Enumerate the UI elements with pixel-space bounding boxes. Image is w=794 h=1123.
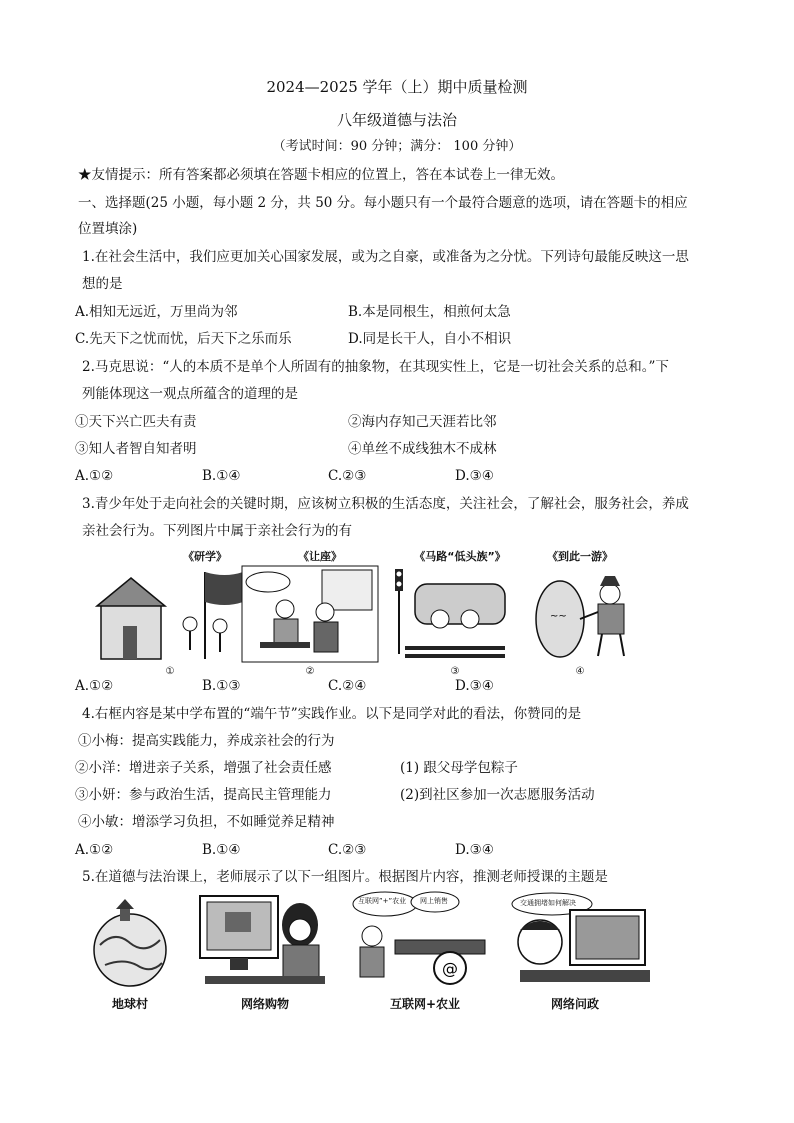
q2-option-d: D.③④ [455,468,494,484]
q4-stem: 4.右框内容是某中学布置的“端午节”实践作业。以下是同学对此的看法，你赞同的是 [82,706,582,722]
q5-caption-4: 网络问政 [550,997,599,1011]
at-symbol-icon: @ [442,959,458,978]
q2-statement-1: ①天下兴亡匹夫有责 [75,414,197,430]
q3-picture-1-title: 《研学》 [183,550,227,563]
q2-option-b: B.①④ [202,468,241,484]
globe-cartoon [80,895,180,990]
q3-picture-4-number: ④ [575,666,585,677]
notice: ★友情提示：所有答案都必须填在答题卡相应的位置上，答在本试卷上一律无效。 [78,167,564,183]
q4-option-c: C.②③ [328,842,367,858]
q3-option-d: D.③④ [455,678,494,694]
q3-picture-3-number: ③ [450,666,460,677]
exam-info: （考试时间：90 分钟；满分： 100 分钟） [272,139,522,154]
q3-stem-line1: 3.青少年处于走向社会的关键时期，应该树立积极的生活态度，关注社会，了解社会，服务社会，养成 [82,496,689,512]
q4-box-item-1: (1) 跟父母学包粽子 [400,760,518,776]
q4-statement-4: ④小敏：增添学习负担，不如睡觉养足精神 [78,814,335,830]
q4-option-d: D.③④ [455,842,494,858]
q5-caption-3: 互联网+农业 [389,997,461,1011]
q4-option-b: B.①④ [202,842,241,858]
exam-subject: 八年级道德与法治 [336,111,457,129]
q5-bubble-online-sales: 网上销售 [420,897,448,905]
study-trip-cartoon [95,564,245,664]
exam-title: 2024—2025 学年（上）期中质量检测 [266,78,528,96]
q3-option-a: A.①② [75,678,114,694]
q5-picture-online-shopping [195,890,335,1011]
q2-stem-line1: 2.马克思说：“人的本质不是单个人所固有的抽象物，在其现实性上，它是一切社会关系的总和。”下 [82,359,669,375]
q4-option-a: A.①② [75,842,114,858]
q3-picture-4 [530,548,640,677]
q1-option-c: C.先天下之忧而忧，后天下之乐而乐 [75,331,292,347]
q2-statement-3: ③知人者智自知者明 [75,441,197,457]
q2-statement-4: ④单丝不成线独木不成林 [348,441,497,457]
q4-box-item-2: (2)到社区参加一次志愿服务活动 [400,787,595,803]
q5-picture-internet-agriculture [350,890,500,1011]
q4-statement-1: ①小梅：提高实践能力，养成亲社会的行为 [78,733,335,749]
q2-statement-2: ②海内存知己天涯若比邻 [348,414,497,430]
q3-picture-2-number: ② [305,666,315,677]
q4-statement-2: ②小洋：增进亲子关系，增强了社会责任感 [75,760,332,776]
q3-picture-1-number: ① [165,666,175,677]
q3-stem-line2: 亲社会行为。下列图片中属于亲社会行为的有 [82,523,352,539]
q3-picture-2-title: 《让座》 [298,550,342,563]
q5-picture-global-village [80,895,180,1011]
q2-option-c: C.②③ [328,468,367,484]
q5-stem: 5.在道德与法治课上，老师展示了以下一组图片。根据图片内容，推测老师授课的主题是 [82,869,608,885]
q5-bubble-traffic: 交通拥堵如何解决 [520,899,576,907]
q1-option-d: D.同是长干人，自小不相识 [348,331,512,347]
graffiti-scribble: ~~ [550,611,567,622]
q3-picture-2 [240,548,380,677]
q1-option-a: A.相知无远近，万里尚为邻 [75,304,238,320]
q2-option-a: A.①② [75,468,114,484]
q1-stem-line1: 1.在社会生活中，我们应更加关心国家发展，或为之自豪，或准备为之分忧。下列诗句最能反映这一思 [82,249,689,265]
q3-picture-1 [95,548,245,677]
q3-picture-3 [385,548,525,677]
section1-line1: 一、选择题(25 小题，每小题 2 分，共 50 分。每小题只有一个最符合题意的选项，请在答题卡的相应 [78,195,688,211]
q4-statement-3: ③小妍：参与政治生活，提高民主管理能力 [75,787,332,803]
phone-walkers-cartoon [385,564,525,664]
q1-option-b: B.本是同根生，相煎何太急 [348,304,511,320]
q5-caption-1: 地球村 [111,997,148,1011]
q3-option-c: C.②④ [328,678,367,694]
online-shopping-cartoon [195,890,335,990]
q3-option-b: B.①③ [202,678,241,694]
q5-bubble-agriculture: 互联网”+”农业 [358,897,407,905]
q1-stem-line2: 想的是 [82,276,123,292]
q3-picture-4-title: 《到此一游》 [547,550,613,563]
graffiti-cartoon [530,564,640,664]
section1-line2: 位置填涂) [78,221,138,237]
q5-picture-online-politics [500,890,655,1011]
give-up-seat-cartoon [240,564,380,664]
q5-caption-2: 网络购物 [240,997,289,1011]
q3-picture-3-title: 《马路“低头族”》 [414,550,506,563]
q2-stem-line2: 列能体现这一观点所蕴含的道理的是 [82,386,298,402]
